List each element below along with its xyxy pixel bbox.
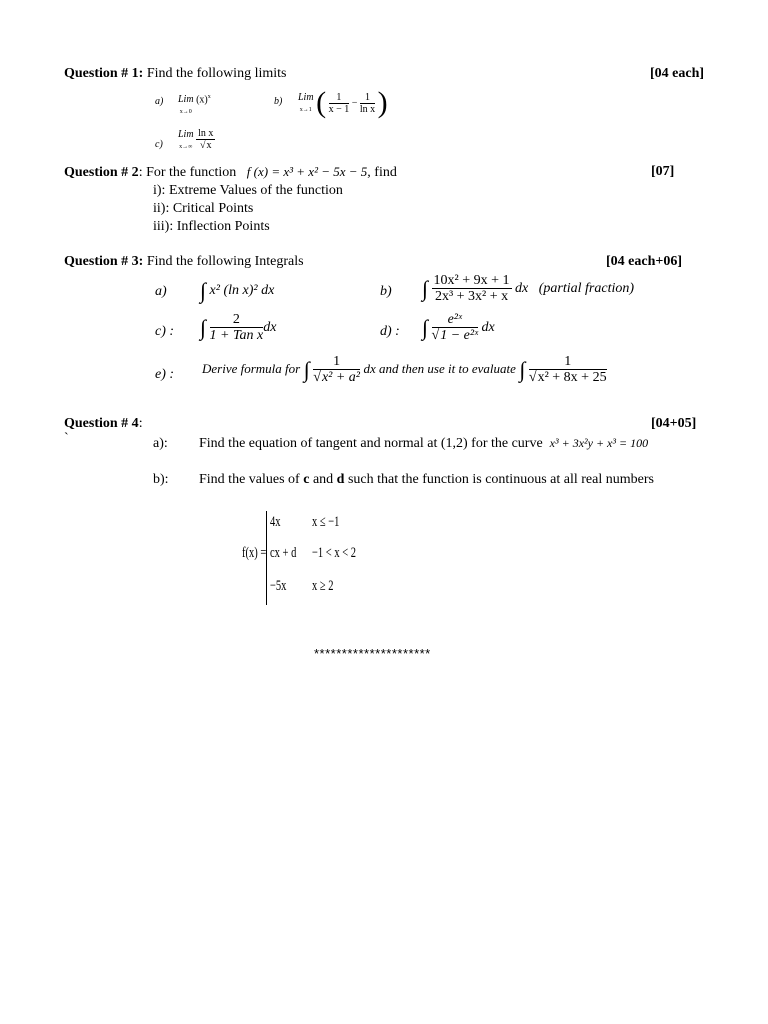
q4-b-pre: Find the values of <box>199 472 304 487</box>
q1-b-expr: Lim x→1 ( $\frac{1}{x - 1}$ − $\frac{1}{\text{ln x}}$ ) <box>298 86 388 119</box>
q1-b-lim: Lim <box>298 92 314 103</box>
q3-text: Find the following Integrals <box>146 254 304 269</box>
case-1-expr: 4x <box>270 514 281 530</box>
case-3-cond: x ≥ 2 <box>312 578 334 594</box>
q3-a-label: a) <box>155 284 167 299</box>
q1-a-sup: x <box>207 94 211 100</box>
case-1-cond: x ≤ −1 <box>312 514 340 530</box>
q1-a-lim: Lim <box>178 94 194 105</box>
q3-e-text2: dx and then use it to evaluate <box>363 361 516 377</box>
case-3-expr: −5x <box>270 578 287 594</box>
q4-marks: [04+05] <box>651 416 697 431</box>
q4-b-c: c <box>303 472 310 487</box>
q3-a-integrand: x² (ln x)² dx <box>209 283 275 299</box>
q4-a-text <box>199 436 648 452</box>
q2-label: Question # 2 <box>64 165 139 180</box>
q4-b-label: b): <box>153 472 169 487</box>
q4-colon: : <box>138 416 143 431</box>
q3-b-integral: ∫ <box>422 275 429 301</box>
q3-c-label: c) : <box>155 324 175 339</box>
q3-a-expr <box>200 278 274 304</box>
case-2-expr: cx + d <box>270 545 297 561</box>
q3-d-expr <box>422 312 495 344</box>
q2-function: f (x) = x³ + x² − 5x − 5 <box>246 164 368 179</box>
q1-c-expr <box>178 128 215 151</box>
case-2-cond: −1 < x < 2 <box>312 545 357 561</box>
q3-b-note: (partial fraction) <box>538 281 635 297</box>
q3-label: Question # 3: <box>64 254 144 269</box>
q4-b-text <box>199 472 654 488</box>
q1-text: Find the following limits <box>146 66 287 81</box>
q3-c-expr <box>200 312 276 344</box>
q1-b-sub: x→1 <box>299 107 312 113</box>
q3-heading <box>64 254 304 270</box>
q4-a-equation: x³ + 3x²y + x³ = 100 <box>549 436 649 450</box>
q4-b-d: d <box>336 472 345 487</box>
q2-colon: : <box>138 165 143 180</box>
q1-b-frac2: $\frac{1}{\text{ln x}}$ <box>359 91 376 115</box>
q2-marks: [07] <box>651 164 675 179</box>
q3-c-dx: dx <box>263 320 277 336</box>
piecewise-lhs: f(x) = <box>242 545 267 561</box>
q4-b-and: and <box>309 472 337 487</box>
q2-find: , find <box>367 165 397 180</box>
q3-d-label: d) : <box>380 324 400 339</box>
q4-tick: ` <box>64 431 69 446</box>
q1-b-minus: − <box>351 97 358 109</box>
q2-text: For the function <box>146 165 237 180</box>
q4-a-label: a): <box>153 436 168 451</box>
q1-c-frac: $\frac{\text{ln x}}{√x}$ <box>198 128 214 151</box>
q1-c-lim: Lim <box>178 128 194 140</box>
q4-heading <box>64 416 143 432</box>
footer-stars: ********************* <box>314 646 431 661</box>
q3-b-expr <box>422 273 634 305</box>
q1-marks: [04 each] <box>650 66 705 81</box>
q1-a-base: (x) <box>196 94 208 106</box>
q3-e-frac2: $\frac{1}{\text{√x² + 8x + 25}}$ <box>528 354 607 386</box>
q1-b-frac1: $\frac{1}{x - 1}$ <box>328 91 350 115</box>
q3-b-frac: $\frac{\text{10x² + 9x + 1}}{\text{2x³ + 3x² + x}}$ <box>433 273 510 305</box>
q4-a-statement: Find the equation of tangent and normal at (1,2) for the curve <box>199 436 543 451</box>
q4-label: Question # 4 <box>64 416 139 431</box>
q3-b-dx: dx <box>515 281 529 297</box>
q1-c-sub: x→∞ <box>179 143 193 150</box>
q3-c-frac: $\frac{2}{\text{1 + Tan x}}$ <box>209 312 264 344</box>
q3-d-integral: ∫ <box>422 314 429 340</box>
q3-e-text1: Derive formula for <box>202 361 301 377</box>
q2-item-2: ii): Critical Points <box>153 201 254 216</box>
q1-b-label: b) <box>274 96 283 107</box>
q3-e-integral1: ∫ <box>303 356 310 382</box>
q3-a-integral: ∫ <box>200 278 207 303</box>
q3-d-dx: dx <box>481 320 495 336</box>
q4-b-post: such that the function is continuous at all real numbers <box>344 472 654 487</box>
q3-e-label: e) : <box>155 367 175 382</box>
q2-item-1: i): Extreme Values of the function <box>153 183 343 198</box>
q3-b-label: b) <box>380 284 392 299</box>
q2-item-3: iii): Inflection Points <box>153 219 270 234</box>
q3-c-integral: ∫ <box>200 314 207 340</box>
q3-e-expr <box>202 354 607 386</box>
q2-heading <box>64 164 397 181</box>
q1-a-expr <box>178 94 211 116</box>
q1-a-sub: x→0 <box>179 109 192 115</box>
q3-e-integral2: ∫ <box>519 356 526 382</box>
q1-heading <box>64 66 286 82</box>
q3-e-frac1: $\frac{1}{\text{√x² + a²}}$ <box>313 354 360 386</box>
q3-marks: [04 each+06] <box>606 254 683 269</box>
q1-c-label: c) <box>155 139 163 150</box>
q3-d-frac: $\frac{\text{e²ˣ}}{\text{√1 − e²ˣ}}$ <box>431 312 479 344</box>
q1-label: Question # 1: <box>64 66 144 81</box>
q1-a-label: a) <box>155 96 164 107</box>
